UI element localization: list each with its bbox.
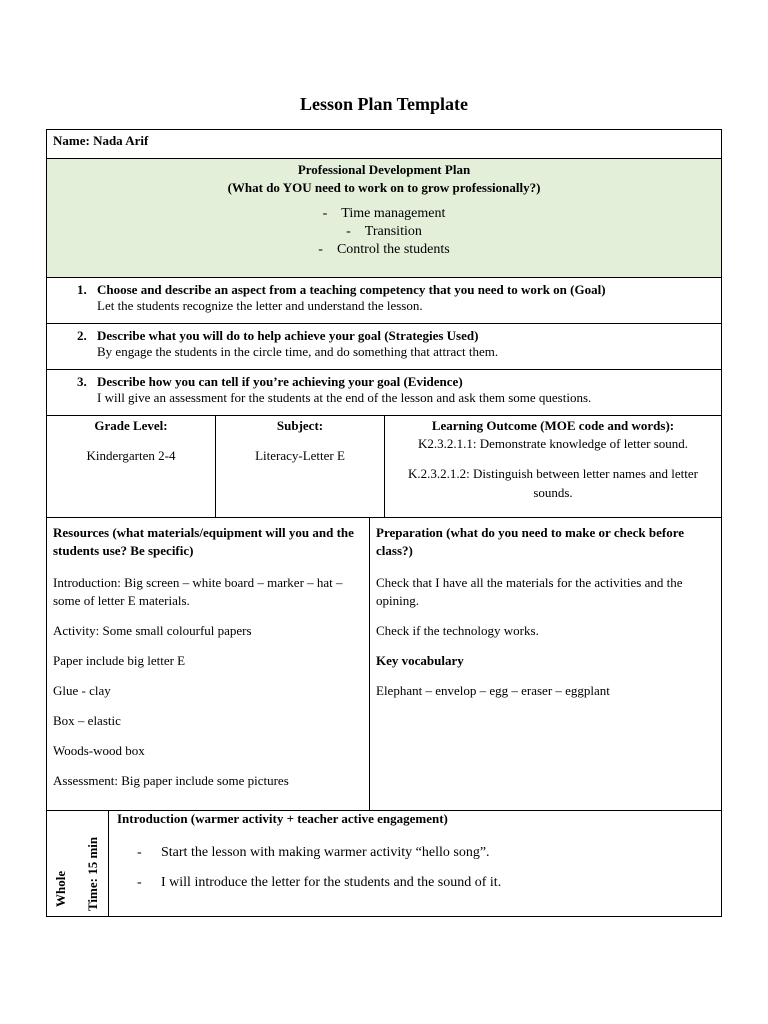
question-number: 3. bbox=[77, 374, 87, 389]
evidence-row bbox=[47, 370, 721, 416]
list-item: Introduction: Big screen – white board – marker – hat – some of letter E materials. bbox=[53, 575, 343, 608]
goal-row bbox=[47, 278, 721, 324]
preparation-cell bbox=[370, 518, 721, 810]
list-item: Assessment: Big paper include some pictures bbox=[53, 773, 289, 788]
outcome-label: Learning Outcome (MOE code and words): bbox=[431, 418, 675, 433]
page-title: Lesson Plan Template bbox=[299, 94, 469, 114]
vocabulary-list: Elephant – envelop – egg – eraser – eggplant bbox=[376, 683, 610, 698]
goal-prompt: Choose and describe an aspect from a teaching competency that you need to work on (Goal) bbox=[97, 282, 606, 297]
evidence-answer: I will give an assessment for the students at the end of the lesson and ask them some questions. bbox=[97, 390, 592, 405]
question-number: 1. bbox=[77, 282, 87, 297]
pdp-list bbox=[47, 205, 721, 259]
grade-value: Kindergarten 2-4 bbox=[86, 448, 176, 463]
list-item: - Control the students bbox=[318, 242, 450, 257]
outcome-cell bbox=[385, 416, 721, 517]
time-label: Time: 15 min bbox=[85, 836, 100, 911]
introduction-list bbox=[137, 845, 713, 891]
introduction-heading: Introduction (warmer activity + teacher active engagement) bbox=[117, 811, 448, 826]
goal-answer: Let the students recognize the letter and understand the lesson. bbox=[97, 298, 423, 313]
list-item: - Start the lesson with making warmer activity “hello song”. bbox=[137, 845, 490, 860]
list-item: Glue - clay bbox=[53, 683, 111, 698]
introduction-side-label bbox=[47, 811, 109, 916]
grade-label: Grade Level: bbox=[94, 418, 168, 433]
name-row bbox=[47, 130, 721, 159]
resources-heading: Resources (what materials/equipment will you and the students use? Be specific) bbox=[53, 525, 354, 558]
preparation-heading: Preparation (what do you need to make or check before class?) bbox=[376, 525, 685, 558]
evidence-prompt: Describe how you can tell if you’re achieving your goal (Evidence) bbox=[97, 374, 463, 389]
outcome-line-2: K.2.3.2.1.2: Distinguish between letter names and letter sounds. bbox=[408, 466, 698, 500]
vocabulary-heading: Key vocabulary bbox=[376, 653, 464, 668]
materials-row bbox=[47, 518, 721, 811]
introduction-row bbox=[47, 811, 721, 916]
resources-cell bbox=[47, 518, 370, 810]
strategies-row bbox=[47, 324, 721, 370]
outcome-line-1: K2.3.2.1.1: Demonstrate knowledge of letter sound. bbox=[417, 436, 689, 451]
whole-label: Whole bbox=[53, 870, 68, 907]
course-info-row bbox=[47, 416, 721, 518]
subject-value: Literacy-Letter E bbox=[255, 448, 345, 463]
subject-label: Subject: bbox=[276, 418, 324, 433]
list-item: Woods-wood box bbox=[53, 743, 145, 758]
strategies-prompt: Describe what you will do to help achieve your goal (Strategies Used) bbox=[97, 328, 479, 343]
preparation-check-technology: Check if the technology works. bbox=[376, 623, 539, 638]
teacher-name: Name: Nada Arif bbox=[53, 133, 149, 148]
grade-cell bbox=[47, 416, 216, 517]
list-item: Box – elastic bbox=[53, 713, 121, 728]
strategies-answer: By engage the students in the circle time, and do something that attract them. bbox=[97, 344, 499, 359]
pdp-heading: Professional Development Plan bbox=[297, 162, 471, 177]
question-number: 2. bbox=[77, 328, 87, 343]
introduction-cell bbox=[109, 811, 721, 916]
list-item: - I will introduce the letter for the students and the sound of it. bbox=[137, 875, 502, 890]
subject-cell bbox=[216, 416, 385, 517]
lesson-plan-table bbox=[46, 129, 722, 917]
pdp-section bbox=[47, 159, 721, 278]
list-item: Activity: Some small colourful papers bbox=[53, 623, 252, 638]
list-item: Paper include big letter E bbox=[53, 653, 186, 668]
list-item: - Transition bbox=[346, 224, 422, 239]
pdp-subheading: (What do YOU need to work on to grow professionally?) bbox=[227, 180, 541, 195]
list-item: - Time management bbox=[322, 206, 446, 221]
preparation-check-materials: Check that I have all the materials for the activities and the opining. bbox=[376, 575, 683, 608]
